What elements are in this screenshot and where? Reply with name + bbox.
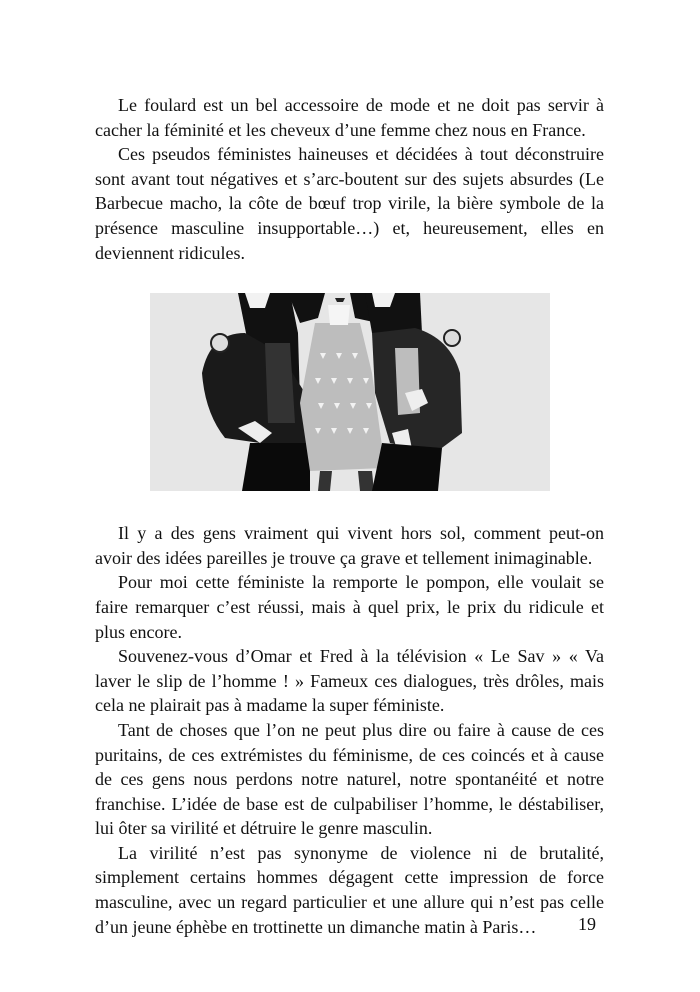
paragraph: Le foulard est un bel accessoire de mode et ne doit pas servir à cacher la féminité et les cheveux d’une femme chez nous en France. — [95, 95, 604, 140]
paragraph: Souvenez-vous d’Omar et Fred à la télévision « Le Sav » « Va laver le slip de l’homme ! » Fameux ces dialogues, très drôles, mais cela ne plairait pas à madame la super féministe. — [95, 646, 604, 716]
paragraph: Pour moi cette féministe la remporte le pompon, elle voulait se faire remarquer c’est réussi, mais à quel prix, le prix du ridicule et plus encore. — [95, 572, 604, 642]
paragraph: Il y a des gens vraiment qui vivent hors sol, comment peut-on avoir des idées pareilles je trouve ça grave et tellement inimaginable. — [95, 523, 604, 568]
paragraph: Ces pseudos féministes haineuses et décidées à tout déconstruire sont avant tout négatives et s’arc-boutent sur des sujets absurdes (Le Barbecue macho, la côte de bœuf trop virile, la bière symbole de la présence masculine insupportable…) et, heureusement, elles en deviennent ridicules. — [95, 144, 604, 263]
paragraph: Tant de choses que l’on ne peut plus dire ou faire à cause de ces puritains, de ces extrémistes du féminisme, de ces coincés et à cause de ces gens nous perdons notre naturel, notre spontanéité et notre franchise. L’idée de base est de culpabiliser l’homme, le déstabiliser, lui ôter sa virilité et détruire le genre masculin. — [95, 719, 604, 839]
illustration-three-women — [150, 293, 550, 491]
page-body — [95, 93, 604, 939]
paragraph: La virilité n’est pas synonyme de violence ni de brutalité, simplement certains hommes dégagent cette impression de force masculine, avec un regard particulier et une allure qui n’est pas celle d’un jeune éphèbe en trottinette un dimanche matin à Paris… — [95, 842, 604, 937]
page-number: 19 — [578, 914, 596, 934]
illustration-image — [150, 293, 550, 491]
